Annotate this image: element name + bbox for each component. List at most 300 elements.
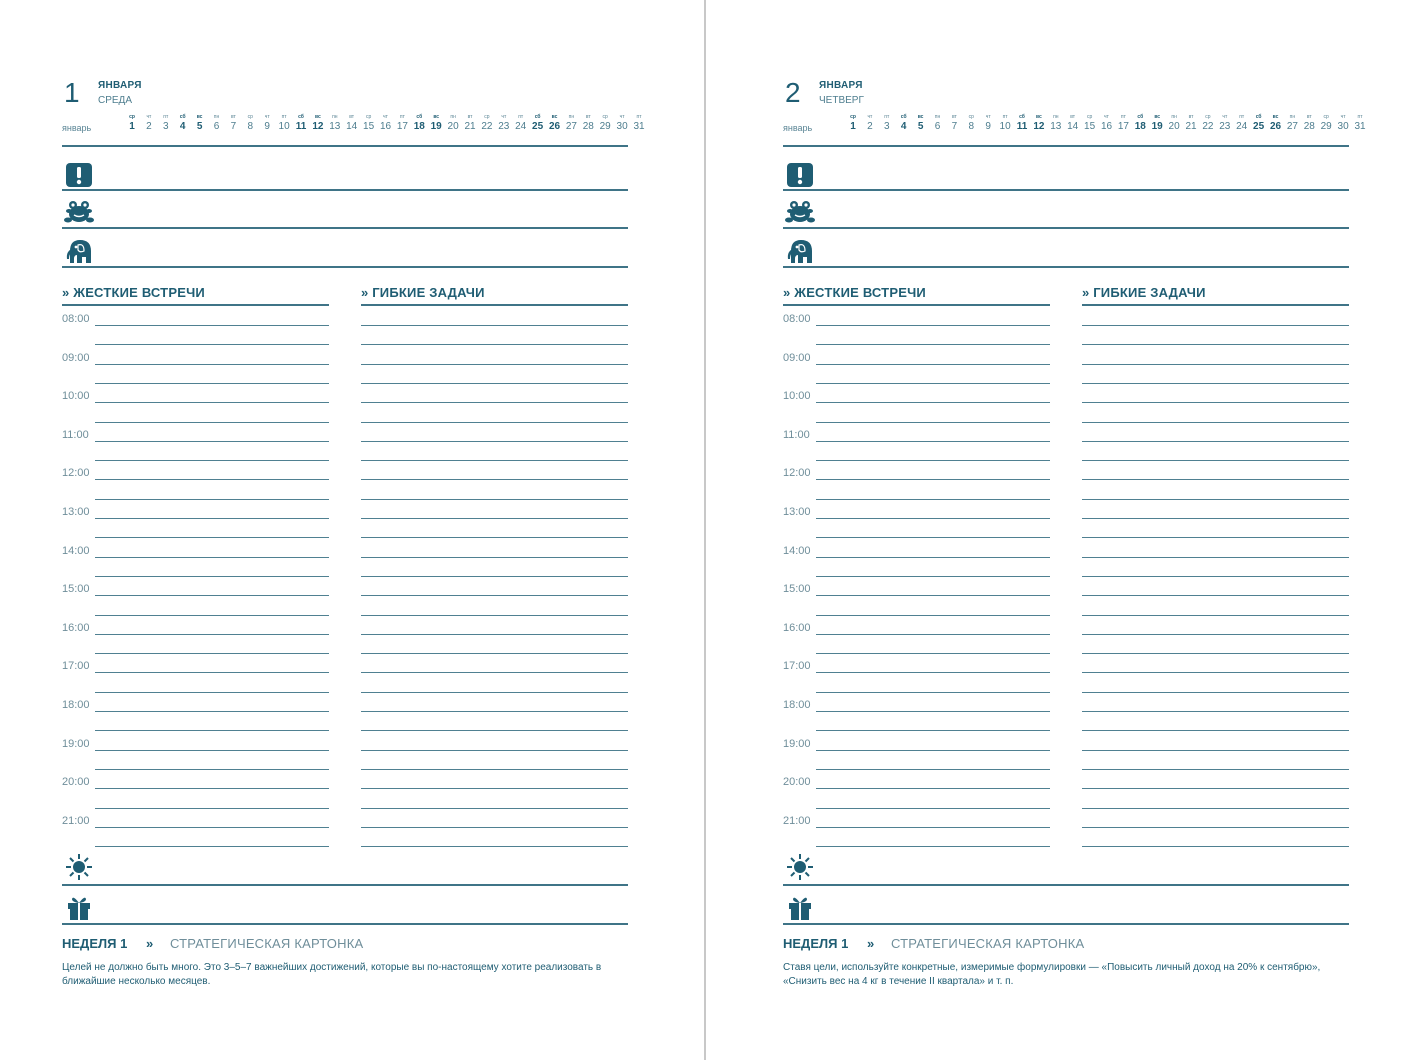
calendar-day: [1031, 114, 1047, 133]
calendar-day: [225, 114, 241, 133]
meeting-writing-line[interactable]: [95, 653, 329, 654]
task-writing-line[interactable]: [1082, 518, 1349, 519]
calendar-date: 14: [346, 121, 358, 132]
hour-label: 21:00: [783, 814, 811, 827]
meeting-writing-line[interactable]: [816, 672, 1050, 673]
meeting-writing-line[interactable]: [816, 402, 1050, 403]
task-writing-line[interactable]: [361, 364, 628, 365]
calendar-day: [445, 114, 461, 133]
calendar-weekday: сб: [179, 114, 186, 120]
planner-page-right: [783, 0, 1366, 1060]
calendar-date: 18: [1134, 121, 1146, 132]
task-writing-line[interactable]: [1082, 499, 1349, 500]
calendar-day: [361, 114, 377, 133]
task-writing-line[interactable]: [361, 808, 628, 809]
calendar-weekday: чт: [985, 114, 991, 120]
meeting-writing-line[interactable]: [95, 827, 329, 828]
calendar-weekday: ср: [129, 114, 135, 120]
hour-label: 18:00: [62, 699, 90, 711]
calendar-day: [879, 114, 895, 133]
calendar-date: 24: [1236, 121, 1248, 132]
task-writing-line[interactable]: [1082, 827, 1349, 828]
meeting-writing-line[interactable]: [95, 460, 329, 461]
hour-label: 16:00: [62, 621, 90, 634]
meeting-writing-line[interactable]: [816, 595, 1050, 596]
calendar-date: 9: [985, 121, 991, 132]
calendar-weekday: вс: [433, 114, 440, 120]
task-writing-line[interactable]: [1082, 711, 1349, 712]
task-writing-line[interactable]: [361, 518, 628, 519]
meeting-writing-line[interactable]: [95, 808, 329, 809]
calendar-date: 5: [917, 121, 924, 132]
meeting-writing-line[interactable]: [95, 344, 329, 345]
task-writing-line[interactable]: [361, 499, 628, 500]
calendar-day: [1301, 114, 1317, 133]
calendar-date: 18: [413, 121, 425, 132]
meeting-writing-line[interactable]: [95, 750, 329, 751]
calendar-date: 6: [934, 121, 941, 132]
meeting-writing-line[interactable]: [816, 460, 1050, 461]
calendar-day: [1065, 114, 1081, 133]
hour-label: 14:00: [783, 544, 811, 557]
hour-label: 17:00: [62, 660, 90, 673]
meeting-writing-line[interactable]: [816, 750, 1050, 751]
task-writing-line[interactable]: [1082, 595, 1349, 596]
section-underline: [361, 304, 628, 306]
divider: [783, 923, 1349, 925]
calendar-day: [1352, 114, 1368, 133]
calendar-weekday: вс: [1036, 114, 1042, 120]
calendar-date: 23: [498, 121, 510, 132]
meeting-writing-line[interactable]: [95, 615, 329, 616]
frog-icon: [64, 199, 94, 227]
calendar-day: [963, 114, 979, 133]
calendar-date: 22: [481, 121, 493, 132]
calendar-weekday: чт: [867, 114, 873, 120]
meeting-writing-line[interactable]: [816, 827, 1050, 828]
exclamation-icon: [64, 161, 94, 189]
calendar-weekday: вс: [315, 114, 321, 120]
calendar-weekday: вс: [1154, 114, 1161, 120]
calendar-date: 3: [163, 121, 169, 132]
day-number: 1: [64, 77, 80, 108]
task-writing-line[interactable]: [1082, 634, 1349, 635]
calendar-date: 12: [312, 121, 324, 132]
task-writing-line[interactable]: [1082, 730, 1349, 731]
calendar-day: [997, 114, 1013, 133]
meeting-writing-line[interactable]: [95, 576, 329, 577]
month-name: ЯНВАРЯ: [819, 80, 863, 91]
meeting-writing-line[interactable]: [95, 518, 329, 519]
calendar-weekday: вс: [917, 114, 924, 120]
calendar-weekday: пн: [1289, 114, 1296, 120]
meeting-writing-line[interactable]: [816, 692, 1050, 693]
calendar-day: [192, 114, 208, 133]
calendar-weekday: чт: [1222, 114, 1228, 120]
calendar-date: 8: [247, 121, 254, 132]
calendar-weekday: пт: [1002, 114, 1008, 120]
month-label: январь: [62, 123, 92, 133]
calendar-date: 6: [213, 121, 220, 132]
meeting-writing-line[interactable]: [816, 479, 1050, 480]
divider: [62, 189, 628, 191]
task-writing-line[interactable]: [361, 595, 628, 596]
task-writing-line[interactable]: [1082, 846, 1349, 847]
calendar-day: [946, 114, 962, 133]
meeting-writing-line[interactable]: [95, 788, 329, 789]
calendar-weekday: сб: [900, 114, 907, 120]
calendar-weekday: вт: [1306, 114, 1312, 120]
task-writing-line[interactable]: [361, 383, 628, 384]
meeting-writing-line[interactable]: [95, 769, 329, 770]
meeting-writing-line[interactable]: [95, 402, 329, 403]
meeting-writing-line[interactable]: [816, 615, 1050, 616]
hour-label: 08:00: [783, 313, 811, 325]
calendar-day: [513, 114, 529, 133]
calendar-weekday: пт: [1239, 114, 1245, 120]
divider: [62, 145, 628, 147]
task-writing-line[interactable]: [1082, 537, 1349, 538]
calendar-day: [344, 114, 360, 133]
calendar-day: [310, 114, 326, 133]
week-label: НЕДЕЛЯ 1: [783, 936, 849, 951]
calendar-date: 4: [179, 121, 186, 132]
hour-label: 17:00: [783, 660, 811, 673]
meeting-writing-line[interactable]: [95, 557, 329, 558]
calendar-weekday: пт: [518, 114, 524, 120]
calendar-weekday: пт: [1120, 114, 1126, 120]
calendar-weekday: вт: [230, 114, 236, 120]
meeting-writing-line[interactable]: [95, 383, 329, 384]
calendar-date: 28: [1303, 121, 1315, 132]
calendar-date: 31: [633, 121, 645, 132]
task-writing-line[interactable]: [1082, 557, 1349, 558]
task-writing-line[interactable]: [361, 615, 628, 616]
task-writing-line[interactable]: [361, 537, 628, 538]
task-writing-line[interactable]: [1082, 692, 1349, 693]
section-flexible-tasks: » ГИБКИЕ ЗАДАЧИ: [361, 285, 485, 300]
weekday-name: ЧЕТВЕРГ: [819, 95, 864, 106]
calendar-weekday: сб: [298, 114, 304, 120]
task-writing-line[interactable]: [361, 479, 628, 480]
meeting-writing-line[interactable]: [816, 364, 1050, 365]
meeting-writing-line[interactable]: [95, 846, 329, 847]
task-writing-line[interactable]: [361, 402, 628, 403]
task-writing-line[interactable]: [1082, 402, 1349, 403]
calendar-weekday: вс: [551, 114, 558, 120]
calendar-day: [293, 114, 309, 133]
calendar-date: 2: [146, 121, 152, 132]
task-writing-line[interactable]: [361, 730, 628, 731]
task-writing-line[interactable]: [361, 788, 628, 789]
calendar-weekday: ср: [968, 114, 974, 120]
meeting-writing-line[interactable]: [816, 344, 1050, 345]
meeting-writing-line[interactable]: [816, 557, 1050, 558]
calendar-day: [1284, 114, 1300, 133]
calendar-date: 19: [430, 121, 442, 132]
calendar-date: 17: [1117, 121, 1129, 132]
meeting-writing-line[interactable]: [816, 422, 1050, 423]
calendar-date: 1: [850, 121, 856, 132]
calendar-weekday: чт: [264, 114, 270, 120]
task-writing-line[interactable]: [361, 557, 628, 558]
hour-label: 21:00: [62, 814, 90, 827]
calendar-date: 30: [1337, 121, 1349, 132]
section-underline: [783, 304, 1050, 306]
calendar-date: 21: [1185, 121, 1197, 132]
exclamation-icon: [785, 161, 815, 189]
calendar-day: [378, 114, 394, 133]
calendar-date: 8: [968, 121, 975, 132]
task-writing-line[interactable]: [361, 692, 628, 693]
calendar-weekday: вт: [1070, 114, 1076, 120]
meeting-writing-line[interactable]: [95, 537, 329, 538]
meeting-writing-line[interactable]: [95, 364, 329, 365]
calendar-day: [547, 114, 563, 133]
calendar-weekday: ср: [247, 114, 253, 120]
meeting-writing-line[interactable]: [95, 730, 329, 731]
calendar-weekday: вс: [196, 114, 203, 120]
hour-label: 18:00: [783, 699, 811, 711]
task-writing-line[interactable]: [361, 576, 628, 577]
task-writing-line[interactable]: [361, 672, 628, 673]
meeting-writing-line[interactable]: [95, 634, 329, 635]
task-writing-line[interactable]: [361, 750, 628, 751]
calendar-day: [1014, 114, 1030, 133]
calendar-date: 21: [464, 121, 476, 132]
calendar-weekday: вт: [1188, 114, 1194, 120]
task-writing-line[interactable]: [1082, 750, 1349, 751]
hour-label: 10:00: [783, 390, 811, 403]
meeting-writing-line[interactable]: [816, 325, 1050, 326]
book-spine: [704, 0, 706, 1060]
task-writing-line[interactable]: [361, 634, 628, 635]
calendar-date: 7: [230, 121, 237, 132]
meeting-writing-line[interactable]: [816, 711, 1050, 712]
calendar-weekday: ср: [1323, 114, 1329, 120]
meeting-writing-line[interactable]: [816, 576, 1050, 577]
task-writing-line[interactable]: [361, 846, 628, 847]
calendar-date: 31: [1354, 121, 1366, 132]
calendar-weekday: пт: [884, 114, 890, 120]
calendar-date: 29: [1320, 121, 1332, 132]
calendar-date: 2: [867, 121, 873, 132]
calendar-date: 10: [278, 121, 290, 132]
hour-label: 09:00: [62, 351, 90, 364]
calendar-day: [175, 114, 191, 133]
meeting-writing-line[interactable]: [816, 383, 1050, 384]
calendar-date: 15: [363, 121, 375, 132]
task-writing-line[interactable]: [1082, 364, 1349, 365]
strategic-card-label: СТРАТЕГИЧЕСКАЯ КАРТОНКА: [891, 936, 1085, 951]
meeting-writing-line[interactable]: [95, 479, 329, 480]
task-writing-line[interactable]: [1082, 441, 1349, 442]
calendar-weekday: чт: [501, 114, 507, 120]
calendar-date: 17: [396, 121, 408, 132]
meeting-writing-line[interactable]: [95, 422, 329, 423]
calendar-date: 16: [379, 121, 392, 132]
task-writing-line[interactable]: [361, 344, 628, 345]
task-writing-line[interactable]: [1082, 788, 1349, 789]
calendar-weekday: вт: [585, 114, 591, 120]
calendar-weekday: пн: [568, 114, 575, 120]
calendar-date: 26: [1269, 121, 1282, 132]
meeting-writing-line[interactable]: [95, 595, 329, 596]
calendar-day: [479, 114, 495, 133]
week-label: НЕДЕЛЯ 1: [62, 936, 128, 951]
task-writing-line[interactable]: [361, 711, 628, 712]
section-fixed-meetings: » ЖЕСТКИЕ ВСТРЕЧИ: [783, 285, 926, 300]
task-writing-line[interactable]: [1082, 808, 1349, 809]
task-writing-line[interactable]: [1082, 672, 1349, 673]
meeting-writing-line[interactable]: [816, 730, 1050, 731]
calendar-weekday: пн: [332, 114, 338, 120]
calendar-day: [242, 114, 258, 133]
meeting-writing-line[interactable]: [816, 499, 1050, 500]
calendar-day: [845, 114, 861, 133]
task-writing-line[interactable]: [361, 769, 628, 770]
calendar-weekday: пн: [1053, 114, 1059, 120]
calendar-day: [209, 114, 225, 133]
calendar-day: [614, 114, 630, 133]
hour-label: 12:00: [62, 467, 90, 480]
calendar-day: [1149, 114, 1165, 133]
task-writing-line[interactable]: [1082, 422, 1349, 423]
divider: [783, 266, 1349, 268]
hour-label: 08:00: [62, 313, 90, 325]
calendar-day: [1217, 114, 1233, 133]
divider: [783, 145, 1349, 147]
calendar-day: [259, 114, 275, 133]
meeting-writing-line[interactable]: [816, 537, 1050, 538]
task-writing-line[interactable]: [1082, 325, 1349, 326]
calendar-day: [394, 114, 410, 133]
meeting-writing-line[interactable]: [95, 711, 329, 712]
calendar-date: 10: [999, 121, 1011, 132]
task-writing-line[interactable]: [361, 653, 628, 654]
calendar-date: 15: [1084, 121, 1096, 132]
calendar-day: [411, 114, 427, 133]
calendar-day: [1115, 114, 1131, 133]
task-writing-line[interactable]: [361, 460, 628, 461]
hour-label: 15:00: [783, 583, 811, 596]
calendar-day: [1183, 114, 1199, 133]
calendar-weekday: ср: [1086, 114, 1093, 120]
calendar-weekday: ср: [1205, 114, 1211, 120]
calendar-weekday: чт: [1104, 114, 1109, 120]
calendar-day: [530, 114, 546, 133]
month-calendar-strip: [124, 114, 645, 136]
meeting-writing-line[interactable]: [816, 846, 1050, 847]
meeting-writing-line[interactable]: [95, 441, 329, 442]
calendar-day: [913, 114, 929, 133]
hour-label: 10:00: [62, 390, 90, 403]
calendar-weekday: пн: [1171, 114, 1177, 120]
calendar-date: 22: [1202, 121, 1214, 132]
footer-note: Ставя цели, используйте конкретные, измеримые формулировки — «Повысить личный доход на 20% к сентябрю», «Снизить вес на 4 кг в течение II квартала» и т. п.: [783, 962, 1321, 987]
calendar-date: 30: [616, 121, 628, 132]
calendar-weekday: сб: [534, 114, 541, 120]
meeting-writing-line[interactable]: [816, 518, 1050, 519]
meeting-writing-line[interactable]: [95, 325, 329, 326]
calendar-weekday: чт: [619, 114, 625, 120]
divider: [62, 227, 628, 229]
divider: [62, 884, 628, 886]
footer-arrow: »: [146, 936, 154, 951]
calendar-day: [1082, 114, 1098, 133]
month-label: январь: [783, 123, 813, 133]
calendar-weekday: чт: [146, 114, 152, 120]
task-writing-line[interactable]: [1082, 653, 1349, 654]
calendar-date: 24: [515, 121, 527, 132]
calendar-day: [1335, 114, 1351, 133]
calendar-date: 5: [196, 121, 203, 132]
task-writing-line[interactable]: [361, 325, 628, 326]
hour-label: 14:00: [62, 544, 90, 557]
calendar-day: [1132, 114, 1148, 133]
calendar-weekday: сб: [1019, 114, 1025, 120]
calendar-weekday: ср: [365, 114, 372, 120]
meeting-writing-line[interactable]: [95, 499, 329, 500]
calendar-day: [1318, 114, 1334, 133]
hour-label: 11:00: [783, 428, 810, 441]
calendar-day: [124, 114, 140, 133]
calendar-day: [496, 114, 512, 133]
calendar-date: 23: [1219, 121, 1231, 132]
hour-label: 16:00: [783, 621, 811, 634]
elephant-icon: [785, 237, 815, 265]
calendar-weekday: пн: [934, 114, 941, 120]
calendar-date: 26: [548, 121, 561, 132]
planner-page-left: [62, 0, 645, 1060]
task-writing-line[interactable]: [1082, 383, 1349, 384]
hour-label: 11:00: [62, 428, 89, 441]
task-writing-line[interactable]: [1082, 479, 1349, 480]
task-writing-line[interactable]: [1082, 615, 1349, 616]
calendar-day: [1099, 114, 1115, 133]
calendar-weekday: сб: [416, 114, 423, 120]
task-writing-line[interactable]: [361, 441, 628, 442]
calendar-weekday: вт: [349, 114, 355, 120]
sun-icon: [785, 853, 815, 881]
calendar-day: [980, 114, 996, 133]
task-writing-line[interactable]: [361, 827, 628, 828]
task-writing-line[interactable]: [1082, 576, 1349, 577]
meeting-writing-line[interactable]: [95, 672, 329, 673]
meeting-writing-line[interactable]: [816, 634, 1050, 635]
task-writing-line[interactable]: [1082, 460, 1349, 461]
calendar-weekday: ср: [484, 114, 490, 120]
task-writing-line[interactable]: [361, 422, 628, 423]
task-writing-line[interactable]: [1082, 344, 1349, 345]
meeting-writing-line[interactable]: [816, 653, 1050, 654]
calendar-day: [1166, 114, 1182, 133]
meeting-writing-line[interactable]: [816, 808, 1050, 809]
section-fixed-meetings: » ЖЕСТКИЕ ВСТРЕЧИ: [62, 285, 205, 300]
hour-label: 19:00: [783, 737, 811, 750]
meeting-writing-line[interactable]: [816, 788, 1050, 789]
calendar-date: 19: [1151, 121, 1163, 132]
task-writing-line[interactable]: [1082, 769, 1349, 770]
calendar-date: 14: [1067, 121, 1079, 132]
meeting-writing-line[interactable]: [95, 692, 329, 693]
calendar-weekday: чт: [1340, 114, 1346, 120]
calendar-date: 11: [295, 121, 307, 132]
meeting-writing-line[interactable]: [816, 769, 1050, 770]
meeting-writing-line[interactable]: [816, 441, 1050, 442]
elephant-icon: [64, 237, 94, 265]
calendar-date: 11: [1016, 121, 1028, 132]
